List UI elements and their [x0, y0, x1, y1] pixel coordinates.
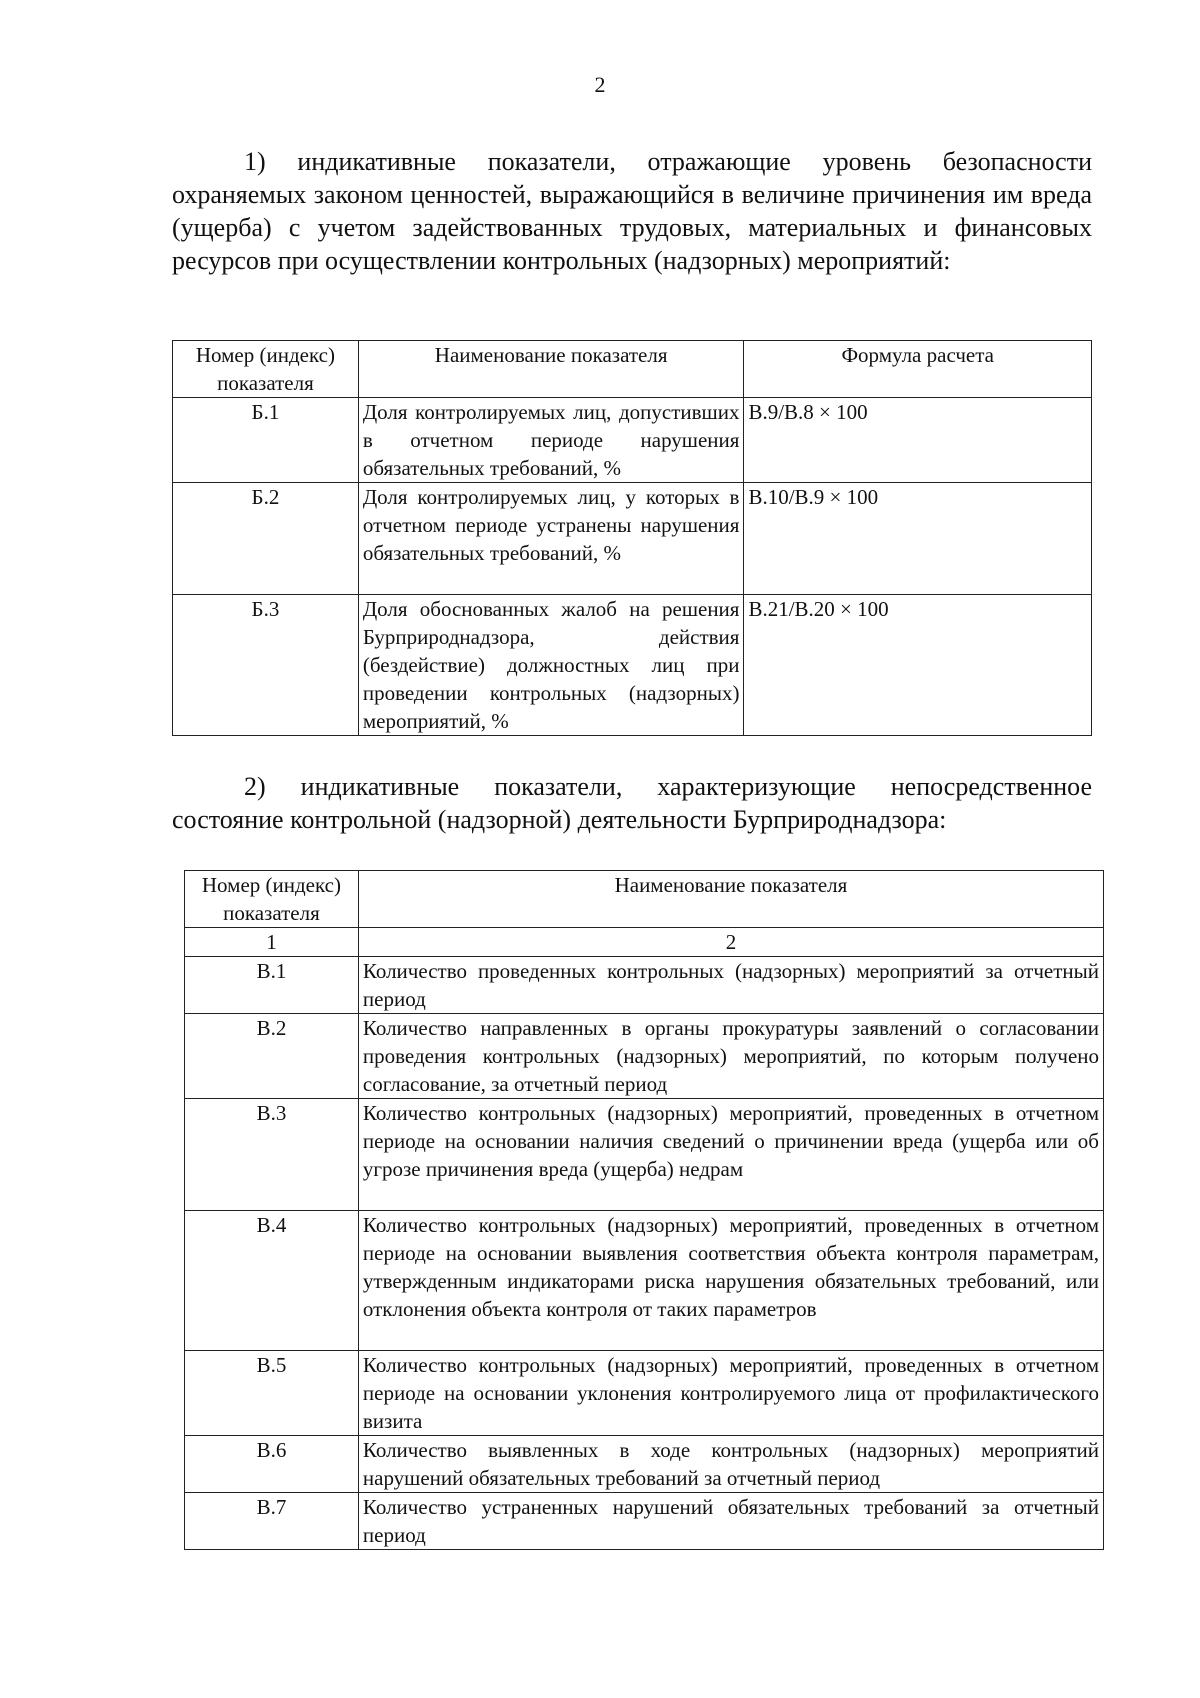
row-index: В.4 — [185, 1211, 359, 1351]
indicators-table-b — [172, 340, 1092, 736]
row-index: В.1 — [185, 957, 359, 1014]
table-row — [185, 1493, 1104, 1550]
table-row — [173, 483, 1092, 595]
table-row — [185, 1099, 1104, 1211]
section2-intro: 2) индикативные показатели, характеризующие непосредственное состояние контрольной (надзорной) деятельности Бурприроднадзора: — [172, 772, 1092, 834]
column-number-1: 1 — [185, 928, 359, 957]
header-name: Наименование показателя — [358, 341, 744, 398]
table-row — [185, 957, 1104, 1014]
header-formula: Формула расчета — [744, 341, 1092, 398]
table-header-row — [185, 871, 1104, 928]
row-name: Доля контролируемых лиц, у которых в отчетном периоде устранены нарушения обязательных требований, % — [358, 483, 744, 595]
row-index: Б.3 — [173, 595, 359, 736]
table-row — [173, 398, 1092, 483]
row-name: Количество устраненных нарушений обязательных требований за отчетный период — [358, 1493, 1103, 1550]
page-number: 2 — [594, 72, 606, 97]
row-index: В.7 — [185, 1493, 359, 1550]
row-name: Доля обоснованных жалоб на решения Бурприроднадзора, действия (бездействие) должностных лиц при проведении контрольных (надзорных) мероприятий, % — [358, 595, 744, 736]
row-name: Количество направленных в органы прокуратуры заявлений о согласовании проведения контрольных (надзорных) мероприятий, по которым получено согласование, за отчетный период — [358, 1014, 1103, 1099]
row-index: В.5 — [185, 1351, 359, 1436]
row-index: Б.2 — [173, 483, 359, 595]
header-index: Номер (индекс) показателя — [185, 871, 359, 928]
header-name: Наименование показателя — [358, 871, 1103, 928]
row-name: Количество проведенных контрольных (надзорных) мероприятий за отчетный период — [358, 957, 1103, 1014]
row-name: Количество контрольных (надзорных) мероприятий, проведенных в отчетном периоде на основании наличия сведений о причинении вреда (ущерба или об угрозе причинения вреда (ущерба) недрам — [358, 1099, 1103, 1211]
row-index: В.2 — [185, 1014, 359, 1099]
section1-intro: 1) индикативные показатели, отражающие уровень безопасности охраняемых законом ценностей, выражающийся в величине причинения им вреда (ущерба) с учетом задействованных трудовых, материальных и финансовых ресурсов при осуществлении контрольных (надзорных) мероприятий: — [172, 147, 1092, 275]
header-index: Номер (индекс) показателя — [173, 341, 359, 398]
column-number-2: 2 — [358, 928, 1103, 957]
table-row — [185, 1014, 1104, 1099]
row-index: Б.1 — [173, 398, 359, 483]
row-index: В.6 — [185, 1436, 359, 1493]
row-formula: В.21/В.20 × 100 — [744, 595, 1092, 736]
table-header-row — [173, 341, 1092, 398]
table-row — [185, 1351, 1104, 1436]
table-row — [185, 1211, 1104, 1351]
row-formula: В.9/В.8 × 100 — [744, 398, 1092, 483]
column-number-row — [185, 928, 1104, 957]
row-name: Количество контрольных (надзорных) мероприятий, проведенных в отчетном периоде на основании выявления соответствия объекта контроля параметрам, утвержденным индикаторами риска нарушения обязательных требований, или отклонения объекта контроля от таких параметров — [358, 1211, 1103, 1351]
row-name: Доля контролируемых лиц, допустивших в отчетном периоде нарушения обязательных требований, % — [358, 398, 744, 483]
table-row — [173, 595, 1092, 736]
indicators-table-v — [184, 870, 1104, 1550]
row-formula: В.10/В.9 × 100 — [744, 483, 1092, 595]
row-name: Количество выявленных в ходе контрольных (надзорных) мероприятий нарушений обязательных требований за отчетный период — [358, 1436, 1103, 1493]
table-row — [185, 1436, 1104, 1493]
row-name: Количество контрольных (надзорных) мероприятий, проведенных в отчетном периоде на основании уклонения контролируемого лица от профилактического визита — [358, 1351, 1103, 1436]
row-index: В.3 — [185, 1099, 359, 1211]
